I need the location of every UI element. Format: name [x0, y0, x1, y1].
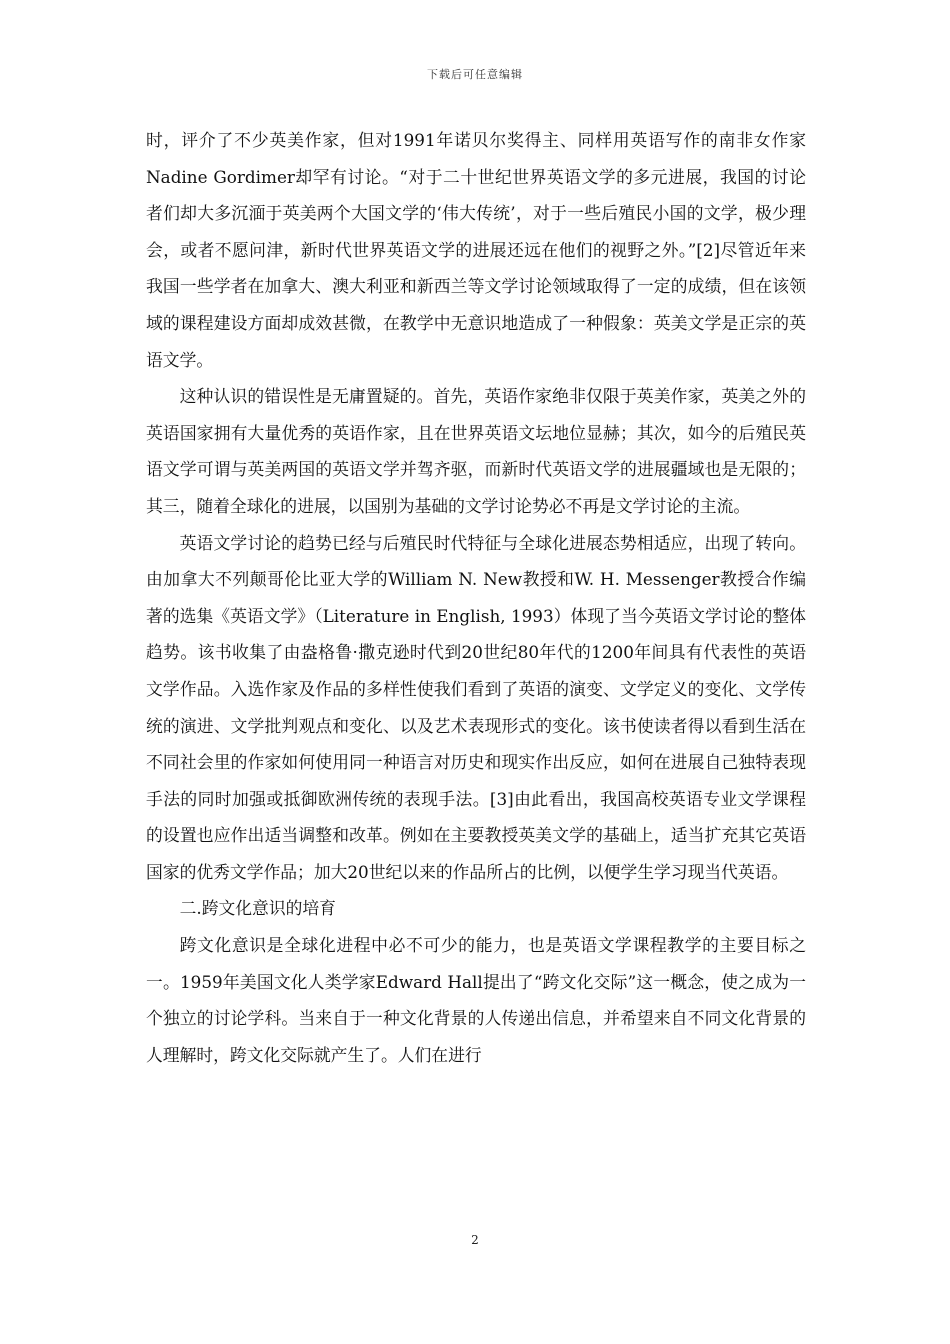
document-body: [146, 122, 806, 1073]
paragraph: 这种认识的错误性是无庸置疑的。首先，英语作家绝非仅限于英美作家，英美之外的英语国家拥有大量优秀的英语作家，且在世界英语文坛地位显赫；其次，如今的后殖民英语文学可谓与英美两国的英语文学并驾齐驱，而新时代英语文学的进展疆域也是无限的；其三，随着全球化的进展，以国别为基础的文学讨论势必不再是文学讨论的主流。: [146, 386, 806, 516]
paragraph-continuation: 时，评介了不少英美作家，但对1991年诺贝尔奖得主、同样用英语写作的南非女作家Nadine Gordimer却罕有讨论。“对于二十世纪世界英语文学的多元进展，我国的讨论者们却大多沉湎于英美两个大国文学的‘伟大传统’，对于一些后殖民小国的文学，极少理会，或者不愿问津，新时代世界英语文学的进展还远在他们的视野之外。”[2]尽管近年来我国一些学者在加拿大、澳大利亚和新西兰等文学讨论领域取得了一定的成绩，但在该领域的课程建设方面却成效甚微，在教学中无意识地造成了一种假象：英美文学是正宗的英语文学。: [146, 130, 806, 370]
paragraph: 跨文化意识是全球化进程中必不可少的能力，也是英语文学课程教学的主要目标之一。1959年美国文化人类学家Edward Hall提出了“跨文化交际”这一概念，使之成为一个独立的讨论学科。当来自于一种文化背景的人传递出信息，并希望来自不同文化背景的人理解时，跨文化交际就产生了。人们在进行: [146, 935, 806, 1065]
page-header: 下载后可任意编辑: [427, 68, 523, 81]
section-heading: 二.跨文化意识的培育: [179, 898, 336, 919]
page-number: 2: [471, 1233, 479, 1247]
paragraph: 英语文学讨论的趋势已经与后殖民时代特征与全球化进展态势相适应，出现了转向。由加拿大不列颠哥伦比亚大学的William N. New教授和W. H. Messenger教授合作编著的选集《英语文学》（Literature in English, 1993）体现了当今英语文学讨论的整体趋势。该书收集了由盎格鲁·撒克逊时代到20世纪80年代的1200年间具有代表性的英语文学作品。入选作家及作品的多样性使我们看到了英语的演变、文学定义的变化、文学传统的演进、文学批判观点和变化、以及艺术表现形式的变化。该书使读者得以看到生活在不同社会里的作家如何使用同一种语言对历史和现实作出反应，如何在进展自己独特表现手法的同时加强或抵御欧洲传统的表现手法。[3]由此看出，我国高校英语专业文学课程的设置也应作出适当调整和改革。例如在主要教授英美文学的基础上，适当扩充其它英语国家的优秀文学作品；加大20世纪以来的作品所占的比例，以便学生学习现当代英语。: [146, 532, 806, 882]
